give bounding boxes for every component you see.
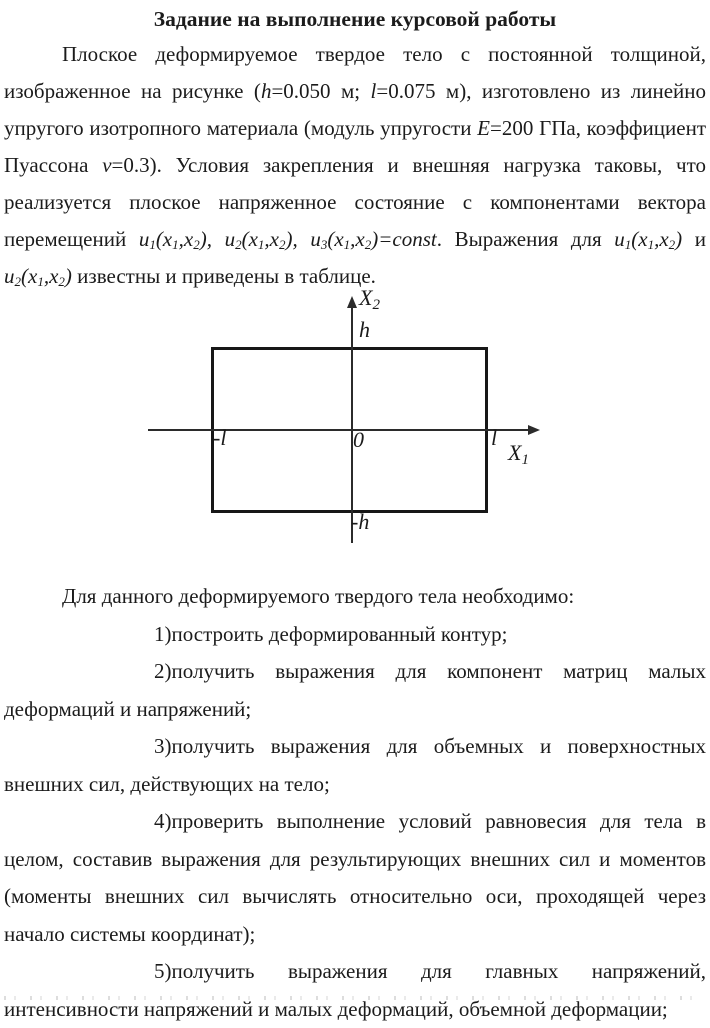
task-item-2 (4, 653, 706, 728)
x2-axis-arrow-icon (347, 296, 357, 308)
task-number: 5) (154, 959, 172, 983)
intro-paragraph: Плоское деформируемое твердое тело с постоянной толщиной, изображенное на рисунке (h=0.050 м; l=0.075 м), изготовлено из линейно упругого изотропного материала (модуль упругости E=200 ГПа, коэффициент Пуассона ν=0.3). Условия закрепления и внешняя нагрузка таковы, что реализуется плоское напряженное состояние с компонентами вектора перемещений $u_1(x_1,x_2)$, $u_2(x_1,x_2)$, $u_3(x_1,x_2)=const$. Выражения для $u_1(x_1,x_2)$ и $u_2(x_1,x_2)$ известны и приведены в таблице. (4, 42, 707, 289)
x2-axis-label: $X_2$ (359, 285, 380, 313)
left-edge-label: -l (213, 425, 227, 450)
task-item-5 (4, 953, 706, 1028)
x1-axis-arrow-icon (528, 425, 540, 435)
task-number: 4) (154, 809, 172, 833)
body-geometry-figure (4, 285, 706, 578)
task-item-4 (4, 803, 706, 953)
task-text: получить выражения для главных напряжений, интенсивности напряжений и малых деформаций, объемной деформации; (4, 959, 706, 1021)
clipped-next-line-top (4, 996, 706, 1000)
task-item-1 (4, 616, 706, 654)
top-edge-label: h (359, 317, 370, 342)
task-number: 1) (154, 621, 172, 646)
task-number: 2) (154, 659, 172, 683)
bottom-edge-label: -h (351, 509, 370, 534)
page-title: Задание на выполнение курсовой работы (153, 7, 557, 31)
right-edge-label: l (491, 425, 498, 450)
task-number: 3) (154, 734, 172, 758)
task-text: получить выражения для объемных и поверхностных внешних сил, действующих на тело; (4, 734, 706, 796)
task-item-3 (4, 728, 706, 803)
task-text: проверить выполнение условий равновесия для тела в целом, составив выражения для результирующих внешних сил и моментов (моменты внешних сил вычислять относительно оси, проходящей через начало системы координат); (4, 809, 706, 946)
x2-axis-line (351, 303, 353, 543)
tasks-lead: Для данного деформируемого твердого тела необходимо: (62, 584, 575, 608)
origin-label: 0 (353, 427, 364, 452)
task-text: построить деформированный контур; (171, 621, 508, 646)
x1-axis-label: $X_1$ (508, 440, 529, 468)
x1-axis-line (148, 429, 536, 431)
task-text: получить выражения для компонент матриц малых деформаций и напряжений; (4, 659, 706, 721)
